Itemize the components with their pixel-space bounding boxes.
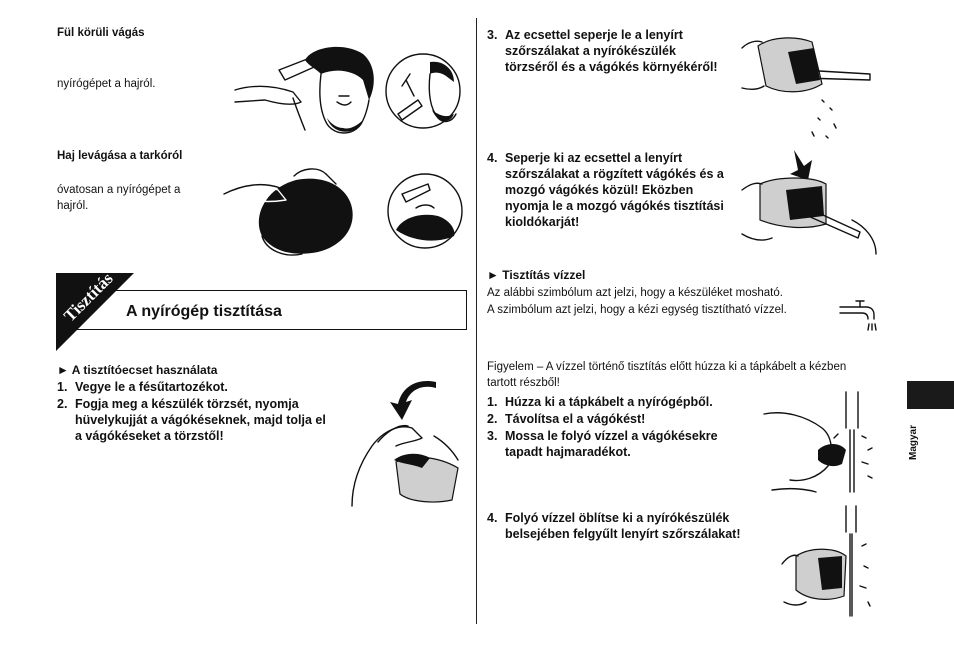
rinse-step-4 <box>487 510 767 542</box>
step-number: 3. <box>487 28 498 42</box>
step-text: Mossa le folyó vízzel a vágókésekre <box>505 429 718 443</box>
trimmer-closeup-illustration <box>384 52 462 130</box>
ear-section-text: nyírógépet a hajról. <box>57 78 156 90</box>
nape-section-text-1: óvatosan a nyírógépet a <box>57 184 181 196</box>
nape-section-text-2: hajról. <box>57 200 89 212</box>
step-number: 1. <box>57 380 68 394</box>
step-text: Húzza ki a tápkábelt a nyírógépből. <box>505 395 713 409</box>
step-text: törzséről és a vágókés környékéről! <box>505 60 718 74</box>
warning-text-1: Figyelem – A vízzel történő tisztítás előtt húzza ki a tápkábelt a kézben <box>487 361 847 373</box>
step-number: 2. <box>57 397 68 411</box>
step-number: 2. <box>487 412 498 426</box>
step-text: mozgó vágókés közül! Eközben <box>505 183 694 197</box>
language-tab-label: Magyar <box>908 424 919 460</box>
step-text: Az ecsettel seperje le a lenyírt <box>505 28 683 42</box>
brush-heading: ► A tisztítóecset használata <box>57 363 218 377</box>
cleaning-step-4 <box>487 150 747 230</box>
step-text: szőrszálakat a nyírókészülék <box>505 44 676 58</box>
cleaning-step-3 <box>487 27 747 75</box>
step-text: Folyó vízzel öblítse ki a nyírókészülék <box>505 511 730 525</box>
brush-step-2 <box>57 396 357 444</box>
nape-section-title: Haj levágása a tarkóról <box>57 150 183 162</box>
head-trimming-ear-illustration <box>235 40 385 140</box>
head-trimming-nape-illustration <box>222 166 382 260</box>
step-text: hüvelykujját a vágókéseknek, majd tolja el <box>75 413 326 427</box>
step-text: nyomja le a mozgó vágókés tisztítási <box>505 199 724 213</box>
wash-step-1 <box>487 394 757 410</box>
step-number: 3. <box>487 429 498 443</box>
brush-body-cleaning-illustration <box>742 24 882 144</box>
step-text: Távolítsa el a vágókést! <box>505 412 646 426</box>
brush-blade-cleaning-illustration <box>742 150 882 260</box>
step-text: Vegye le a fésűtartozékot. <box>75 380 228 394</box>
wash-step-3 <box>487 428 757 460</box>
ear-section-title: Fül körüli vágás <box>57 27 145 39</box>
blade-removal-illustration <box>348 376 468 511</box>
step-text: belsejében felgyűlt lenyírt szőrszálakat! <box>505 527 741 541</box>
step-number: 4. <box>487 511 498 525</box>
step-number: 1. <box>487 395 498 409</box>
language-tab <box>908 416 922 466</box>
step-text: a vágókéseket a törzstől! <box>75 429 224 443</box>
step-text: tapadt hajmaradékot. <box>505 445 631 459</box>
faucet-icon <box>838 297 880 333</box>
column-divider <box>476 18 477 624</box>
warning-text-2: tartott részből! <box>487 377 560 389</box>
step-text: Seperje ki az ecsettel a lenyírt <box>505 151 683 165</box>
step-text: Fogja meg a készülék törzsét, nyomja <box>75 397 299 411</box>
banner-title: A nyírógép tisztítása <box>126 303 282 320</box>
step-text: szőrszálakat a rögzített vágókés és a <box>505 167 724 181</box>
blade-washing-illustration <box>762 392 892 500</box>
step-number: 4. <box>487 151 498 165</box>
language-tab-marker <box>907 381 954 409</box>
brush-step-1 <box>57 379 357 395</box>
rinsing-illustration <box>782 506 890 620</box>
water-text-1: Az alábbi szimbólum azt jelzi, hogy a készüléket mosható. <box>487 287 783 299</box>
trimmer-closeup-nape-illustration <box>386 172 464 250</box>
banner-tab-label: Tisztítás <box>60 268 117 326</box>
step-text: kioldókarját! <box>505 215 580 229</box>
water-text-2: A szimbólum azt jelzi, hogy a kézi egység tisztítható vízzel. <box>487 304 787 316</box>
wash-step-2 <box>487 411 757 427</box>
water-heading: ► Tisztítás vízzel <box>487 268 586 282</box>
